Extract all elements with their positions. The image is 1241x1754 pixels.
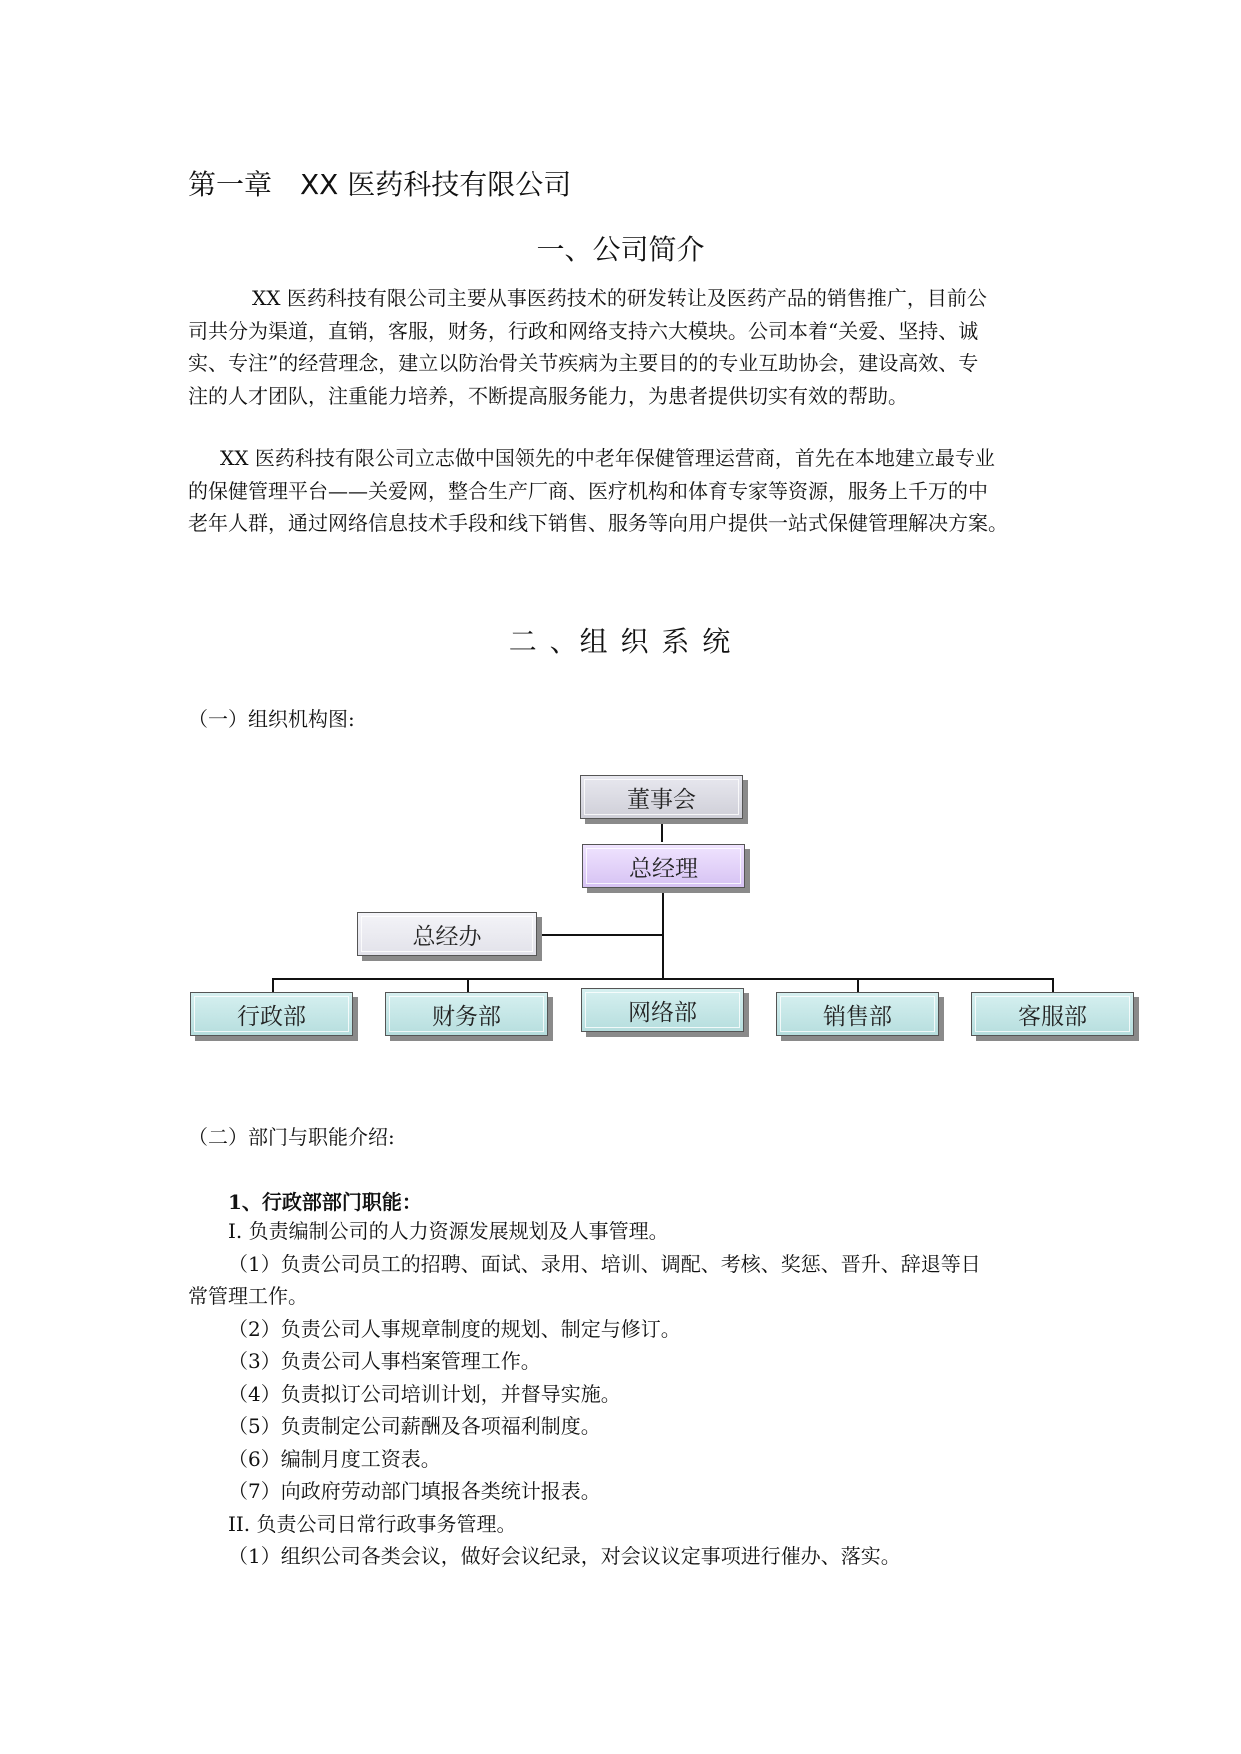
org-node-gm-office [357, 912, 537, 956]
text-line: XX 医药科技有限公司立志做中国领先的中老年保健管理运营商，首先在本地建立最专业 [220, 446, 995, 470]
list-item: 常管理工作。 [188, 1284, 308, 1308]
list-item: （1）组织公司各类会议，做好会议纪录，对会议议定事项进行催办、落实。 [228, 1544, 901, 1568]
org-node-network-dept [581, 988, 744, 1032]
list-item: II. 负责公司日常行政事务管理。 [228, 1511, 517, 1536]
intro-paragraph-1 [188, 282, 1058, 412]
connector [272, 978, 274, 992]
admin-dept-heading: 1、行政部部门职能： [228, 1190, 422, 1214]
text-line: 老年人群，通过网络信息技术手段和线下销售、服务等向用户提供一站式保健管理解决方案。 [188, 511, 1008, 535]
org-node-general-manager [582, 844, 745, 888]
connector [467, 978, 469, 992]
org-node-label: 网络部 [628, 999, 697, 1026]
org-node-label: 总经办 [412, 923, 482, 950]
org-node-label: 销售部 [823, 1003, 892, 1030]
text-line: 注的人才团队，注重能力培养，不断提高服务能力，为患者提供切实有效的帮助。 [188, 383, 908, 408]
connector [662, 893, 664, 979]
list-item: （5）负责制定公司薪酬及各项福利制度。 [228, 1414, 601, 1438]
text-line: 司共分为渠道，直销，客服，财务，行政和网络支持六大模块。公司本着“关爱、坚持、诚 [188, 318, 979, 343]
connector [661, 824, 663, 842]
section-title-organization: 二 、组 织 系 统 [508, 625, 733, 658]
connector [857, 978, 859, 992]
section-title-company-intro: 一、公司简介 [536, 233, 705, 266]
connector [1052, 978, 1054, 992]
org-chart-heading: （一）组织机构图: [188, 707, 355, 731]
intro-paragraph-2 [188, 442, 1058, 540]
list-item: （3）负责公司人事档案管理工作。 [228, 1349, 541, 1373]
list-item: （4）负责拟订公司培训计划，并督导实施。 [228, 1381, 621, 1406]
connector [272, 978, 1054, 980]
admin-duties-list [188, 1215, 1068, 1573]
org-node-board [580, 775, 743, 819]
list-item: （1）负责公司员工的招聘、面试、录用、培训、调配、考核、奖惩、晋升、辞退等日 [228, 1251, 981, 1276]
list-item: （7）向政府劳动部门填报各类统计报表。 [228, 1479, 601, 1503]
list-item: I. 负责编制公司的人力资源发展规划及人事管理。 [228, 1219, 669, 1243]
org-node-sales-dept [776, 992, 939, 1036]
org-node-label: 客服部 [1018, 1003, 1087, 1030]
list-item: （2）负责公司人事规章制度的规划、制定与修订。 [228, 1316, 681, 1341]
text-line: XX 医药科技有限公司主要从事医药技术的研发转让及医药产品的销售推广，目前公 [252, 286, 987, 310]
org-node-label: 行政部 [237, 1003, 306, 1030]
org-node-finance-dept [385, 992, 548, 1036]
chapter-title: 第一章 XX 医药科技有限公司 [188, 168, 572, 201]
org-node-service-dept [971, 992, 1134, 1036]
org-node-label: 总经理 [629, 855, 698, 882]
dept-heading: （二）部门与职能介绍: [188, 1125, 395, 1149]
org-node-label: 董事会 [627, 786, 696, 813]
connector [538, 934, 664, 936]
org-node-admin-dept [190, 992, 353, 1036]
text-line: 的保健管理平台——关爱网，整合生产厂商、医疗机构和体育专家等资源，服务上千万的中 [188, 478, 988, 503]
org-node-label: 财务部 [432, 1003, 501, 1030]
text-line: 实、专注”的经营理念，建立以防治骨关节疾病为主要目的的专业互助协会，建设高效、专 [188, 351, 979, 375]
list-item: （6）编制月度工资表。 [228, 1446, 441, 1471]
